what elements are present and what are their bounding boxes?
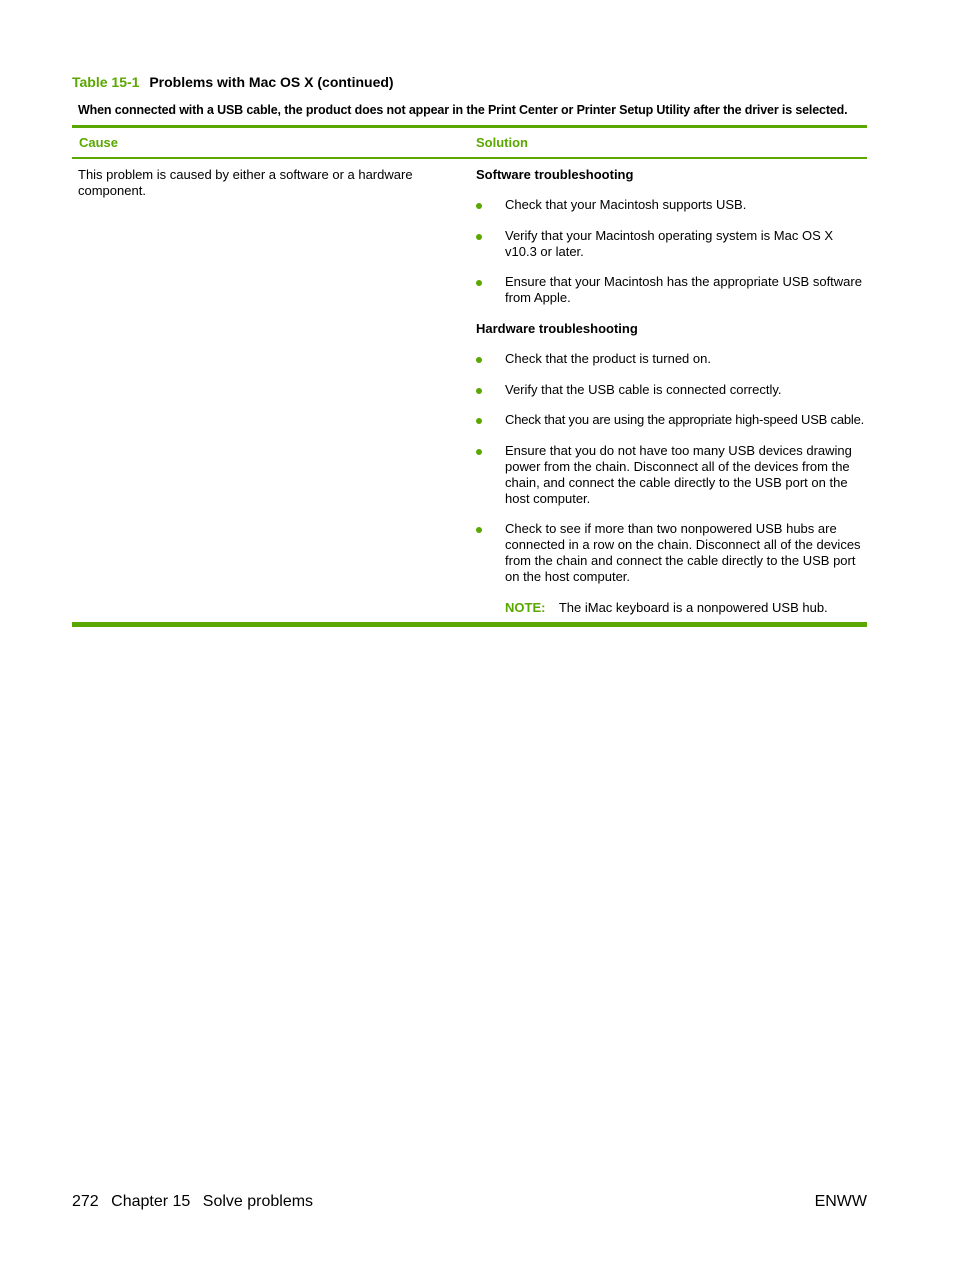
note-text: The iMac keyboard is a nonpowered USB hub. — [558, 600, 828, 615]
hardware-troubleshooting-heading: Hardware troubleshooting — [476, 321, 638, 336]
table-caption — [72, 74, 394, 90]
list-item-text: Check that the product is turned on. — [505, 351, 711, 366]
table-bottom-rule — [72, 622, 867, 627]
list-item-text: Ensure that you do not have too many USB devices drawing power from the chain. Disconnect all of the devices from the chain, and connect the cable directly to the USB port on the host computer. — [505, 443, 852, 506]
column-header-cause: Cause — [79, 135, 119, 150]
page-footer — [72, 1193, 321, 1211]
table-subtitle: When connected with a USB cable, the product does not appear in the Print Center or Printer Setup Utility after the driver is selected. — [78, 103, 848, 117]
list-item-text: Verify that your Macintosh operating system is Mac OS X v10.3 or later. — [505, 228, 834, 259]
bullet-icon — [476, 280, 482, 286]
bullet-icon — [476, 234, 482, 240]
software-troubleshooting-heading: Software troubleshooting — [476, 167, 634, 182]
bullet-icon — [476, 527, 482, 533]
list-item-text: Check that you are using the appropriate high-speed USB cable. — [505, 412, 865, 427]
cause-text: This problem is caused by either a software or a hardware component. — [78, 167, 413, 198]
bullet-icon — [476, 357, 482, 363]
bullet-icon — [476, 388, 482, 394]
column-header-solution: Solution — [476, 135, 528, 150]
list-item-text: Verify that the USB cable is connected correctly. — [505, 382, 782, 397]
table-number: Table 15-1 — [72, 74, 140, 90]
bullet-icon — [476, 449, 482, 455]
list-item-text: Check that your Macintosh supports USB. — [505, 197, 747, 212]
page-number: 272 — [72, 1193, 99, 1210]
footer-edition: ENWW — [814, 1193, 867, 1210]
table-header-rule — [72, 157, 867, 159]
table-title: Problems with Mac OS X (continued) — [149, 74, 394, 90]
note — [505, 600, 828, 615]
note-label: NOTE: — [505, 600, 546, 615]
bullet-icon — [476, 203, 482, 209]
table-top-rule — [72, 125, 867, 128]
chapter-label: Chapter 15 — [111, 1193, 191, 1210]
bullet-icon — [476, 418, 482, 424]
list-item-text: Check to see if more than two nonpowered USB hubs are connected in a row on the chain. Disconnect all of the devices from the chain and connect the cable directly to the USB port on the host computer. — [505, 521, 861, 584]
list-item-text: Ensure that your Macintosh has the appropriate USB software from Apple. — [505, 274, 862, 305]
section-label: Solve problems — [202, 1193, 314, 1210]
